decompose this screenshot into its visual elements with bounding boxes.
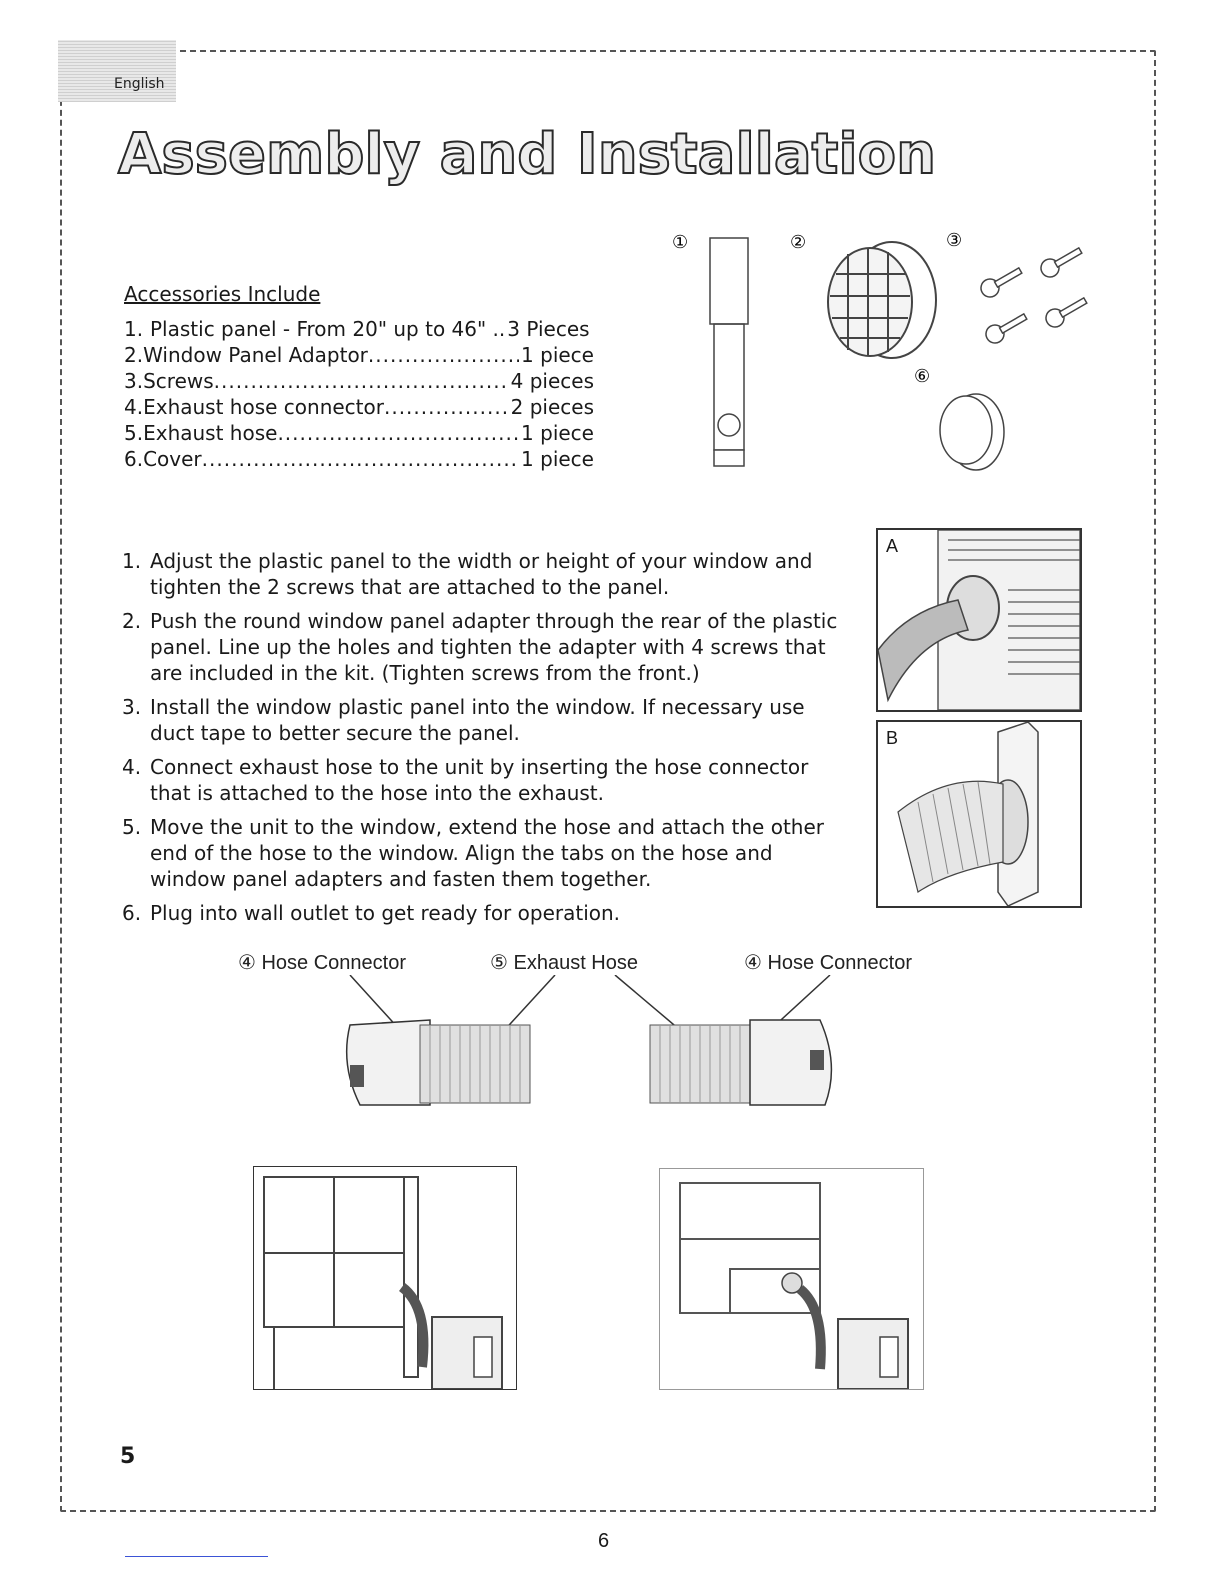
callout-hose-connector-left: ④ Hose Connector xyxy=(238,952,407,974)
vertical-window-drawing xyxy=(254,1167,516,1389)
figure-a xyxy=(876,528,1082,712)
step-item xyxy=(122,608,842,686)
accessories-title: Accessories Include xyxy=(124,282,321,306)
accessory-number: 5. xyxy=(124,421,144,445)
step-text: Connect exhaust hose to the unit by inserting the hose connector that is attached to the hose into the exhaust. xyxy=(150,755,809,805)
horizontal-window-illustration xyxy=(659,1168,924,1390)
accessories-list xyxy=(124,316,594,472)
accessory-number: 4. xyxy=(124,395,144,419)
step-text: Plug into wall outlet to get ready for operation. xyxy=(150,901,621,925)
accessory-item xyxy=(124,316,594,342)
installation-steps xyxy=(122,548,842,934)
step-item xyxy=(122,814,842,892)
marker-window-adaptor: ② xyxy=(790,232,807,253)
link-underline xyxy=(125,1556,268,1557)
cover-icon xyxy=(940,394,1004,470)
accessory-item xyxy=(124,342,594,368)
figure-b-label: B xyxy=(886,728,899,748)
accessory-quantity: 3 Pieces xyxy=(507,317,590,341)
step-item xyxy=(122,548,842,600)
leader-dots xyxy=(214,368,509,394)
window-adaptor-icon xyxy=(828,242,936,358)
accessory-quantity: 1 piece xyxy=(521,343,594,367)
accessory-quantity: 2 pieces xyxy=(510,395,594,419)
plastic-panel-icon xyxy=(710,238,748,466)
accessory-number: 2. xyxy=(124,343,144,367)
page-number: 6 xyxy=(598,1530,610,1552)
accessory-item xyxy=(124,420,594,446)
screws-icon xyxy=(978,243,1090,347)
marker-plastic-panel: ① xyxy=(672,232,689,253)
page-title: Assembly and Installation xyxy=(118,122,936,187)
marker-cover: ⑥ xyxy=(914,366,931,387)
step-number: 4. xyxy=(122,755,142,779)
accessory-name: Screws xyxy=(143,369,214,393)
accessory-item xyxy=(124,368,594,394)
step-number: 6. xyxy=(122,901,142,925)
step-number: 2. xyxy=(122,609,142,633)
accessory-name: Exhaust hose connector xyxy=(143,395,384,419)
leader-dots xyxy=(384,394,509,420)
leader-dots xyxy=(202,446,519,472)
vertical-window-illustration xyxy=(253,1166,517,1390)
accessory-quantity: 1 piece xyxy=(521,447,594,471)
hose-illustration xyxy=(330,975,850,1115)
step-item xyxy=(122,900,842,926)
accessory-number: 6. xyxy=(124,447,144,471)
marker-screws: ③ xyxy=(946,230,963,251)
accessory-item xyxy=(124,394,594,420)
figure-a-label: A xyxy=(886,536,899,556)
step-text: Adjust the plastic panel to the width or height of your window and tighten the 2 screws that are attached to the panel. xyxy=(150,549,813,599)
figure-a-illustration xyxy=(878,530,1080,710)
leader-dots xyxy=(277,420,519,446)
accessory-name: Exhaust hose xyxy=(143,421,278,445)
accessory-quantity: 1 piece xyxy=(521,421,594,445)
step-number: 3. xyxy=(122,695,142,719)
step-text: Push the round window panel adapter through the rear of the plastic panel. Line up the holes and tighten the adapter with 4 screws that are included in the kit. (Tighten screws from the front.) xyxy=(150,609,838,685)
callout-hose-connector-right: ④ Hose Connector xyxy=(744,952,913,974)
step-item xyxy=(122,694,842,746)
accessory-name: Window Panel Adaptor xyxy=(143,343,368,367)
accessory-item xyxy=(124,446,594,472)
figure-b-illustration xyxy=(878,722,1080,906)
accessory-name: Cover xyxy=(143,447,202,471)
step-number: 5. xyxy=(122,815,142,839)
language-tab xyxy=(58,40,176,102)
section-page-number: 5 xyxy=(120,1444,136,1469)
leader-dots xyxy=(368,342,519,368)
callout-exhaust-hose: ⑤ Exhaust Hose xyxy=(490,952,638,974)
step-text: Install the window plastic panel into the window. If necessary use duct tape to better secure the panel. xyxy=(150,695,805,745)
accessory-number: 3. xyxy=(124,369,144,393)
step-item xyxy=(122,754,842,806)
step-number: 1. xyxy=(122,549,142,573)
step-text: Move the unit to the window, extend the hose and attach the other end of the hose to the window. Align the tabs on the hose and window panel adapters and fasten them together. xyxy=(150,815,824,891)
language-label: English xyxy=(114,76,165,92)
accessories-illustration xyxy=(660,230,1120,490)
accessory-quantity: 4 pieces xyxy=(510,369,594,393)
figure-b xyxy=(876,720,1082,908)
accessory-number: 1. xyxy=(124,317,144,341)
horizontal-window-drawing xyxy=(660,1169,923,1389)
accessory-name: Plastic panel - From 20" up to 46" .. xyxy=(150,317,506,341)
